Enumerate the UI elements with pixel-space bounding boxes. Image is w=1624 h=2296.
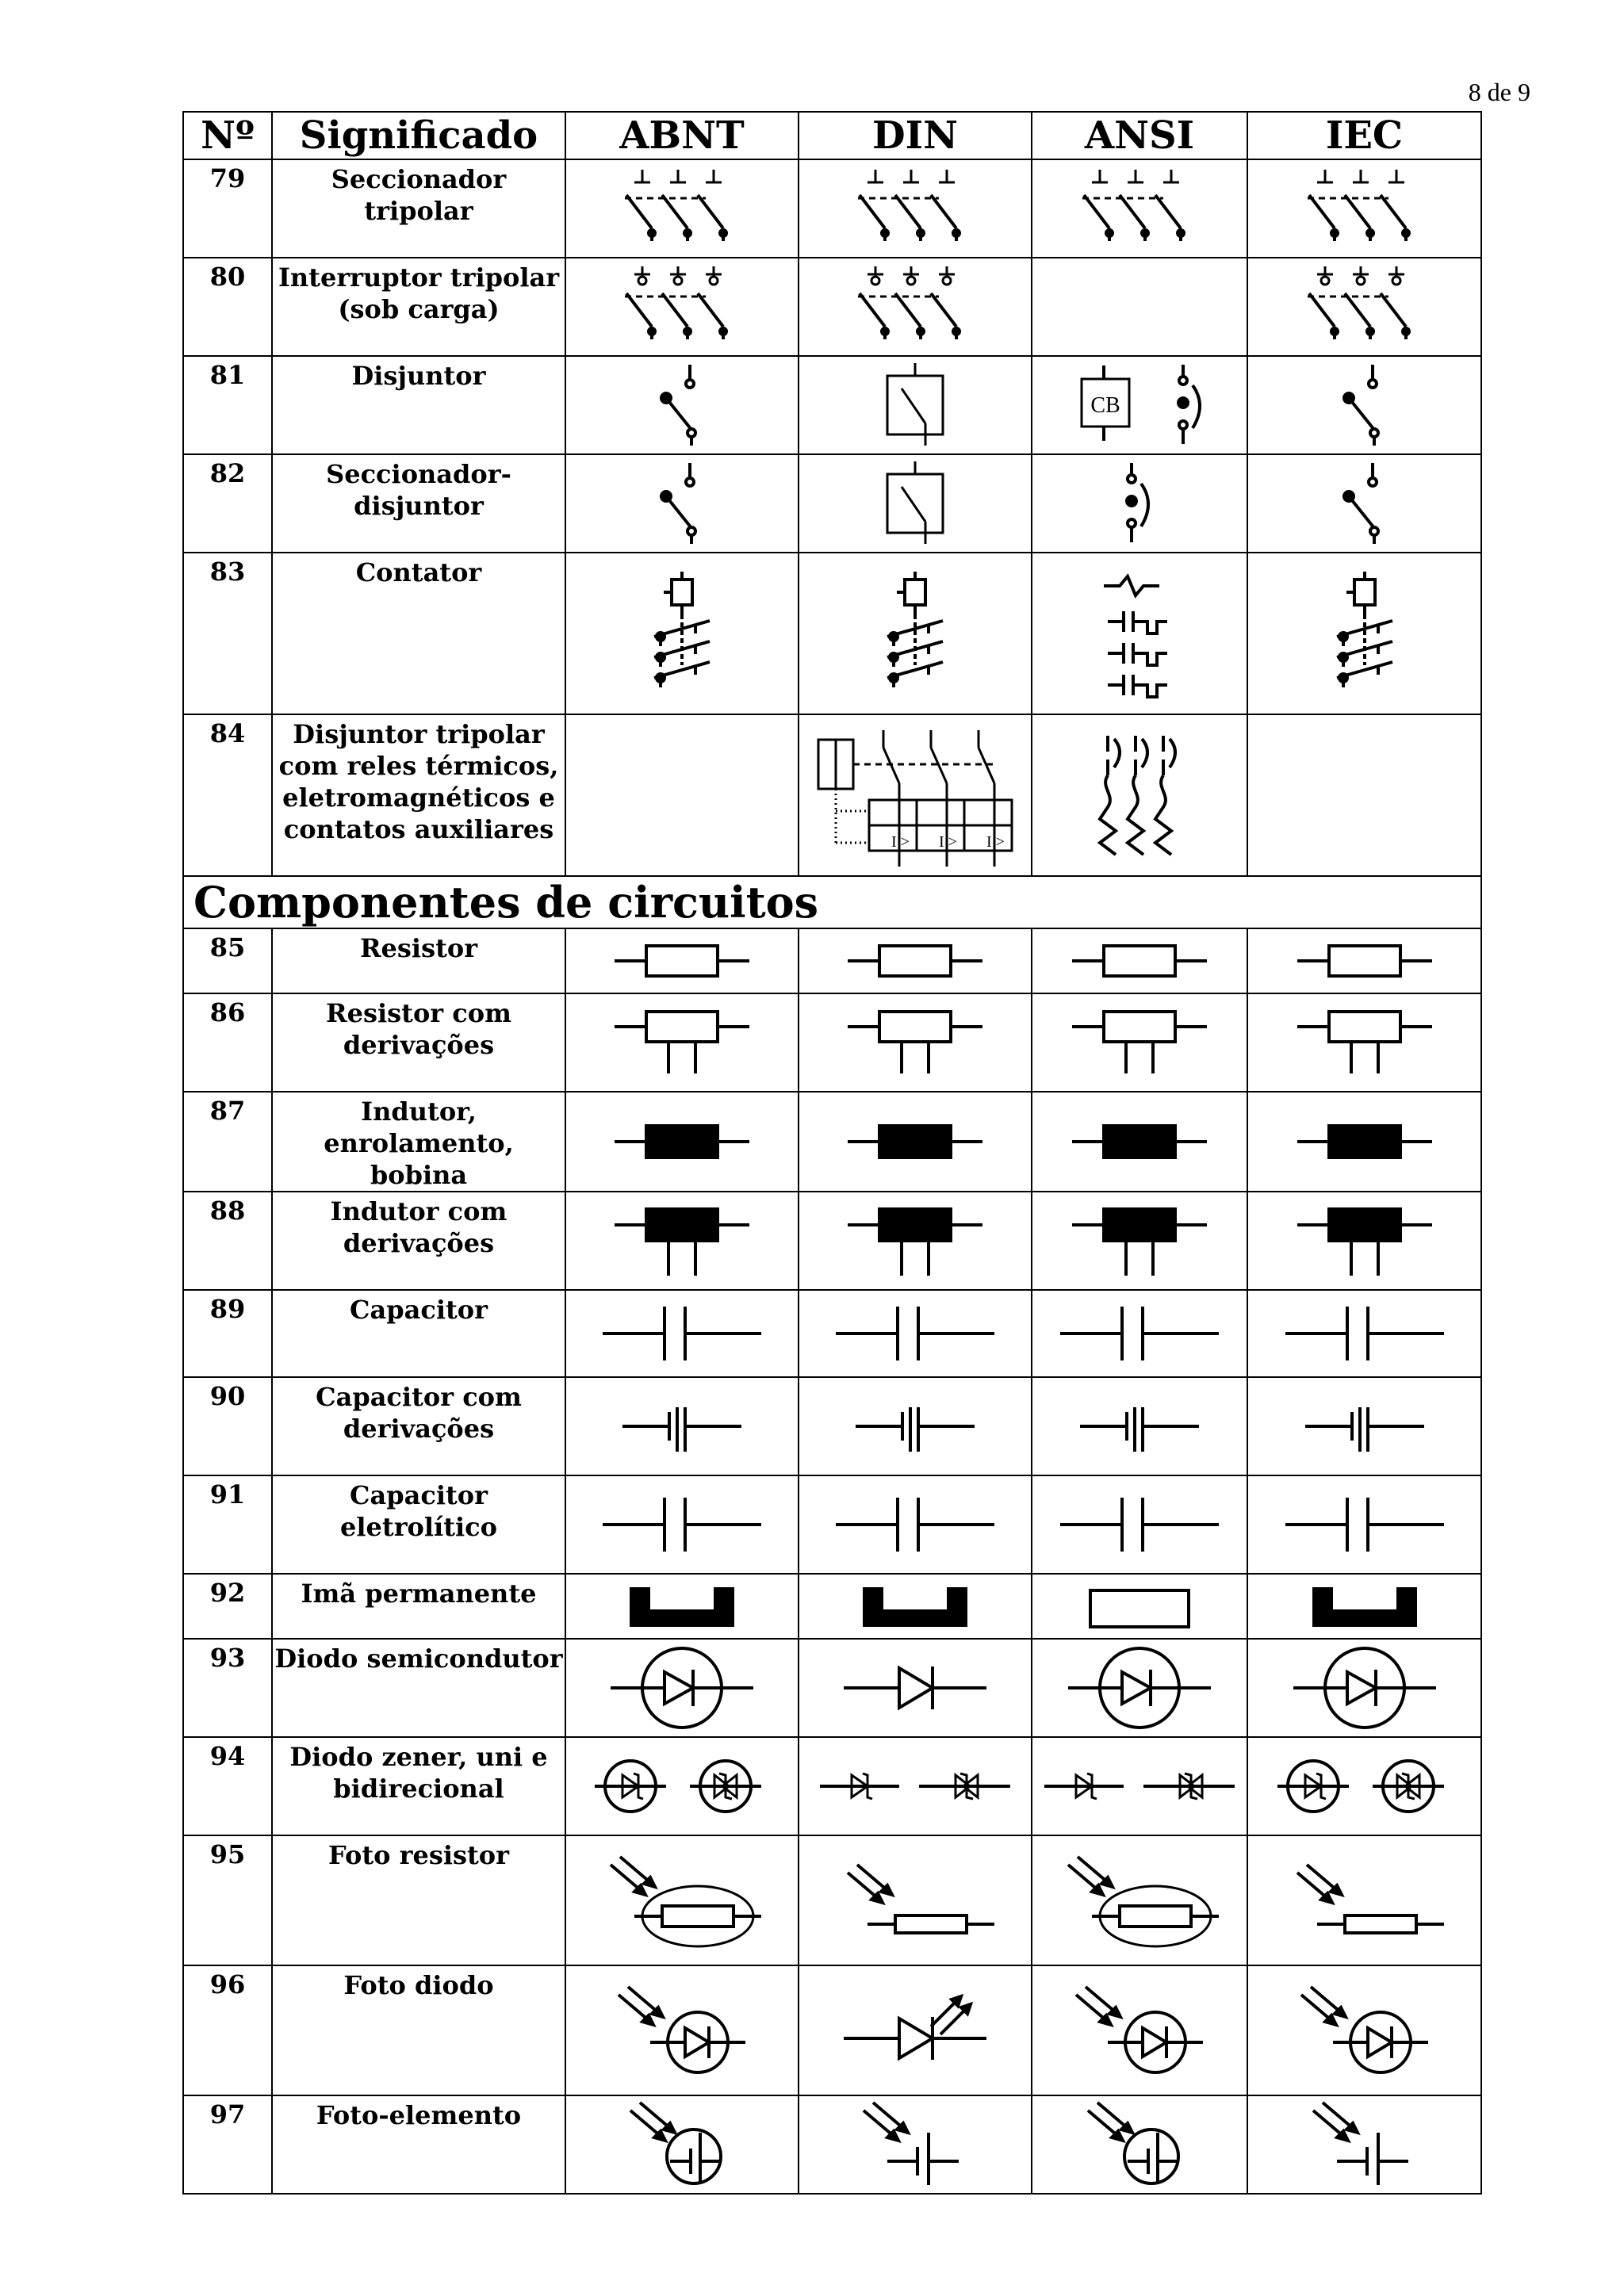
ansi-symbol [1032, 553, 1247, 714]
row-number: 86 [183, 993, 272, 1092]
three-pole-load-switch-icon [619, 263, 745, 350]
abnt-symbol [565, 928, 799, 993]
capacitor-icon [836, 1302, 994, 1365]
row-number: 97 [183, 2095, 272, 2194]
overcurrent-label: I > [891, 833, 910, 851]
disconnector-breaker-icon [650, 460, 714, 547]
abnt-symbol [565, 159, 799, 258]
row-meaning: Seccionador-disjuntor [272, 454, 565, 553]
contactor-icon [1329, 570, 1400, 697]
table-row [183, 1377, 1481, 1475]
ansi-symbol [1032, 1639, 1247, 1737]
section-row [183, 876, 1481, 928]
thermal-magnetic-breaker-icon [812, 724, 1018, 867]
capacitor-icon [1285, 1302, 1444, 1365]
ansi-symbol [1032, 454, 1247, 553]
din-symbol [799, 1965, 1032, 2095]
table-row [183, 993, 1481, 1092]
abnt-symbol [565, 1192, 799, 1290]
row-meaning: Capacitor com derivações [272, 1377, 565, 1475]
abnt-symbol [565, 1092, 799, 1192]
ansi-symbol [1032, 1835, 1247, 1965]
tapped-capacitor-icon [1301, 1395, 1428, 1458]
diode-icon [844, 1644, 986, 1732]
header-iec: IEC [1247, 112, 1481, 159]
table-row [183, 2095, 1481, 2194]
tapped-capacitor-icon [852, 1395, 979, 1458]
ansi-thermal-breaker-icon [1092, 728, 1187, 863]
row-number: 93 [183, 1639, 272, 1737]
tapped-capacitor-icon [1076, 1395, 1203, 1458]
ansi-symbol [1032, 714, 1247, 876]
abnt-symbol [565, 258, 799, 356]
row-meaning: Foto diodo [272, 1965, 565, 2095]
din-symbol [799, 1475, 1032, 1574]
header-num: Nº [183, 112, 272, 159]
row-meaning: Contator [272, 553, 565, 714]
row-number: 92 [183, 1574, 272, 1639]
electrolytic-capacitor-icon [836, 1493, 994, 1556]
din-symbol [799, 928, 1032, 993]
photo-resistor-icon [1285, 1849, 1444, 1952]
din-symbol [799, 454, 1032, 553]
ansi-symbol [1032, 928, 1247, 993]
header-din: DIN [799, 112, 1032, 159]
iec-symbol-empty [1247, 714, 1481, 876]
abnt-symbol [565, 1290, 799, 1377]
row-meaning: Capacitor [272, 1290, 565, 1377]
abnt-symbol [565, 1377, 799, 1475]
iec-symbol [1247, 356, 1481, 454]
photo-resistor-circle-icon [1060, 1849, 1219, 1952]
din-symbol [799, 1192, 1032, 1290]
tapped-inductor-icon [615, 1201, 749, 1280]
ansi-symbol [1032, 1192, 1247, 1290]
iec-symbol [1247, 1835, 1481, 1965]
iec-symbol [1247, 1475, 1481, 1574]
iec-symbol [1247, 1639, 1481, 1737]
iec-symbol [1247, 1377, 1481, 1475]
three-pole-disconnector-icon [852, 165, 979, 252]
row-number: 88 [183, 1192, 272, 1290]
diode-circle-icon [611, 1644, 753, 1732]
table-row [183, 1835, 1481, 1965]
iec-symbol [1247, 159, 1481, 258]
row-meaning: Seccionador tripolar [272, 159, 565, 258]
table-row [183, 1192, 1481, 1290]
resistor-icon [848, 941, 982, 981]
iec-symbol [1247, 1092, 1481, 1192]
iec-symbol [1247, 1290, 1481, 1377]
iec-symbol [1247, 993, 1481, 1092]
ansi-symbol [1032, 1965, 1247, 2095]
inductor-icon [1072, 1118, 1207, 1165]
row-meaning: Disjuntor tripolar com reles térmicos, eletromagnéticos e contatos auxiliares [272, 714, 565, 876]
din-symbol [799, 553, 1032, 714]
header-meaning: Significado [272, 112, 565, 159]
photo-diode-circle-icon [1068, 1979, 1211, 2082]
table-row [183, 1639, 1481, 1737]
zener-diode-circle-icon [591, 1751, 773, 1822]
photo-cell-icon [1305, 2101, 1424, 2188]
row-number: 94 [183, 1737, 272, 1835]
ansi-symbol [1032, 159, 1247, 258]
abnt-symbol [565, 1475, 799, 1574]
photo-diode-circle-icon [611, 1979, 753, 2082]
table-row [183, 1737, 1481, 1835]
zener-diode-icon [816, 1751, 1014, 1822]
ansi-symbol [1032, 1290, 1247, 1377]
table-row [183, 1475, 1481, 1574]
ansi-symbol-empty [1032, 258, 1247, 356]
din-symbol [799, 714, 1032, 876]
tapped-inductor-icon [848, 1201, 982, 1280]
breaker-icon [650, 362, 714, 449]
iec-symbol [1247, 1965, 1481, 2095]
ansi-symbol [1032, 1574, 1247, 1639]
row-number: 82 [183, 454, 272, 553]
ansi-symbol [1032, 1092, 1247, 1192]
din-symbol [799, 1639, 1032, 1737]
row-number: 95 [183, 1835, 272, 1965]
table-row [183, 928, 1481, 993]
capacitor-icon [603, 1302, 761, 1365]
capacitor-icon [1060, 1302, 1219, 1365]
resistor-icon [1072, 941, 1207, 981]
photo-cell-icon [856, 2101, 975, 2188]
cb-label: CB [1090, 393, 1120, 418]
table-row [183, 356, 1481, 454]
din-symbol [799, 258, 1032, 356]
row-meaning: Foto resistor [272, 1835, 565, 1965]
permanent-magnet-icon [1309, 1582, 1420, 1630]
photo-resistor-circle-icon [603, 1849, 761, 1952]
three-pole-disconnector-icon [1301, 165, 1428, 252]
disconnector-breaker-icon [1116, 460, 1163, 547]
abnt-symbol [565, 356, 799, 454]
ansi-symbol [1032, 1737, 1247, 1835]
ansi-symbol [1032, 2095, 1247, 2194]
zener-diode-icon [1040, 1751, 1239, 1822]
photo-resistor-icon [836, 1849, 994, 1952]
iec-symbol [1247, 1737, 1481, 1835]
iec-symbol [1247, 1574, 1481, 1639]
row-number: 81 [183, 356, 272, 454]
din-symbol [799, 1737, 1032, 1835]
row-meaning: Diodo zener, uni e bidirecional [272, 1737, 565, 1835]
breaker-icon [1333, 362, 1396, 449]
inductor-icon [615, 1118, 749, 1165]
row-meaning: Resistor [272, 928, 565, 993]
disconnector-breaker-box-icon [879, 460, 951, 547]
contactor-icon [646, 570, 718, 697]
row-number: 85 [183, 928, 272, 993]
electrolytic-capacitor-icon [603, 1493, 761, 1556]
row-meaning: Diodo semicondutor [272, 1639, 565, 1737]
overcurrent-label: I > [986, 833, 1005, 851]
breaker-box-icon [879, 362, 951, 449]
iec-symbol [1247, 1192, 1481, 1290]
tapped-resistor-icon [615, 1007, 749, 1078]
diode-circle-icon [1293, 1644, 1436, 1732]
header-ansi: ANSI [1032, 112, 1247, 159]
photo-cell-circle-icon [1080, 2101, 1199, 2188]
abnt-symbol [565, 2095, 799, 2194]
row-number: 91 [183, 1475, 272, 1574]
resistor-icon [615, 941, 749, 981]
iec-symbol [1247, 258, 1481, 356]
row-meaning: Imã permanente [272, 1574, 565, 1639]
iec-symbol [1247, 454, 1481, 553]
section-title: Componentes de circuitos [183, 876, 1481, 928]
table-row [183, 1965, 1481, 2095]
table-row [183, 258, 1481, 356]
ansi-symbol [1032, 1377, 1247, 1475]
electrolytic-capacitor-icon [1285, 1493, 1444, 1556]
ansi-symbol [1032, 993, 1247, 1092]
table-row [183, 1574, 1481, 1639]
table-row [183, 553, 1481, 714]
inductor-icon [1297, 1118, 1432, 1165]
row-meaning: Interruptor tripolar (sob carga) [272, 258, 565, 356]
contactor-icon [879, 570, 951, 697]
inductor-icon [848, 1118, 982, 1165]
permanent-magnet-icon [626, 1582, 737, 1630]
din-symbol [799, 159, 1032, 258]
row-meaning: Disjuntor [272, 356, 565, 454]
circuit-breaker-cb-icon [1072, 362, 1207, 449]
abnt-symbol [565, 1574, 799, 1639]
din-symbol [799, 1290, 1032, 1377]
row-number: 96 [183, 1965, 272, 2095]
abnt-symbol [565, 1965, 799, 2095]
ansi-symbol [1032, 1475, 1247, 1574]
zener-diode-circle-icon [1274, 1751, 1456, 1822]
symbol-table [182, 111, 1482, 2195]
tapped-resistor-icon [1072, 1007, 1207, 1078]
three-pole-load-switch-icon [852, 263, 979, 350]
din-symbol [799, 993, 1032, 1092]
three-pole-disconnector-icon [619, 165, 745, 252]
row-number: 87 [183, 1092, 272, 1192]
abnt-symbol [565, 1737, 799, 1835]
abnt-symbol [565, 553, 799, 714]
din-symbol [799, 1377, 1032, 1475]
photo-diode-icon [836, 1979, 994, 2082]
table-row [183, 159, 1481, 258]
din-symbol [799, 1574, 1032, 1639]
tapped-capacitor-icon [619, 1395, 745, 1458]
abnt-symbol [565, 993, 799, 1092]
tapped-resistor-icon [848, 1007, 982, 1078]
row-meaning: Foto-elemento [272, 2095, 565, 2194]
three-pole-disconnector-icon [1076, 165, 1203, 252]
photo-cell-circle-icon [622, 2101, 741, 2188]
iec-symbol [1247, 553, 1481, 714]
permanent-magnet-icon [860, 1582, 971, 1630]
din-symbol [799, 1835, 1032, 1965]
three-pole-load-switch-icon [1301, 263, 1428, 350]
abnt-symbol [565, 1639, 799, 1737]
ansi-symbol [1032, 356, 1247, 454]
table-header [183, 112, 1481, 159]
diode-circle-icon [1068, 1644, 1211, 1732]
ansi-contactor-icon [1100, 570, 1179, 697]
abnt-symbol [565, 1835, 799, 1965]
row-number: 83 [183, 553, 272, 714]
table-row [183, 1290, 1481, 1377]
table-row [183, 1092, 1481, 1192]
row-number: 80 [183, 258, 272, 356]
row-number: 79 [183, 159, 272, 258]
row-number: 90 [183, 1377, 272, 1475]
iec-symbol [1247, 928, 1481, 993]
row-meaning: Indutor com derivações [272, 1192, 565, 1290]
tapped-inductor-icon [1072, 1201, 1207, 1280]
table-row [183, 714, 1481, 876]
abnt-symbol [565, 454, 799, 553]
overcurrent-label: I > [939, 833, 957, 851]
din-symbol [799, 2095, 1032, 2194]
electrolytic-capacitor-icon [1060, 1493, 1219, 1556]
row-meaning: Capacitor eletrolítico [272, 1475, 565, 1574]
photo-diode-circle-icon [1293, 1979, 1436, 2082]
row-number: 84 [183, 714, 272, 876]
iec-symbol [1247, 2095, 1481, 2194]
page-number: 8 de 9 [1468, 78, 1530, 106]
tapped-resistor-icon [1297, 1007, 1432, 1078]
table-row [183, 454, 1481, 553]
tapped-inductor-icon [1297, 1201, 1432, 1280]
abnt-symbol-empty [565, 714, 799, 876]
din-symbol [799, 1092, 1032, 1192]
disconnector-breaker-icon [1333, 460, 1396, 547]
header-abnt: ABNT [565, 112, 799, 159]
permanent-magnet-bar-icon [1084, 1582, 1195, 1630]
row-number: 89 [183, 1290, 272, 1377]
row-meaning: Indutor, enrolamento, bobina [272, 1092, 565, 1192]
resistor-icon [1297, 941, 1432, 981]
din-symbol [799, 356, 1032, 454]
row-meaning: Resistor com derivações [272, 993, 565, 1092]
